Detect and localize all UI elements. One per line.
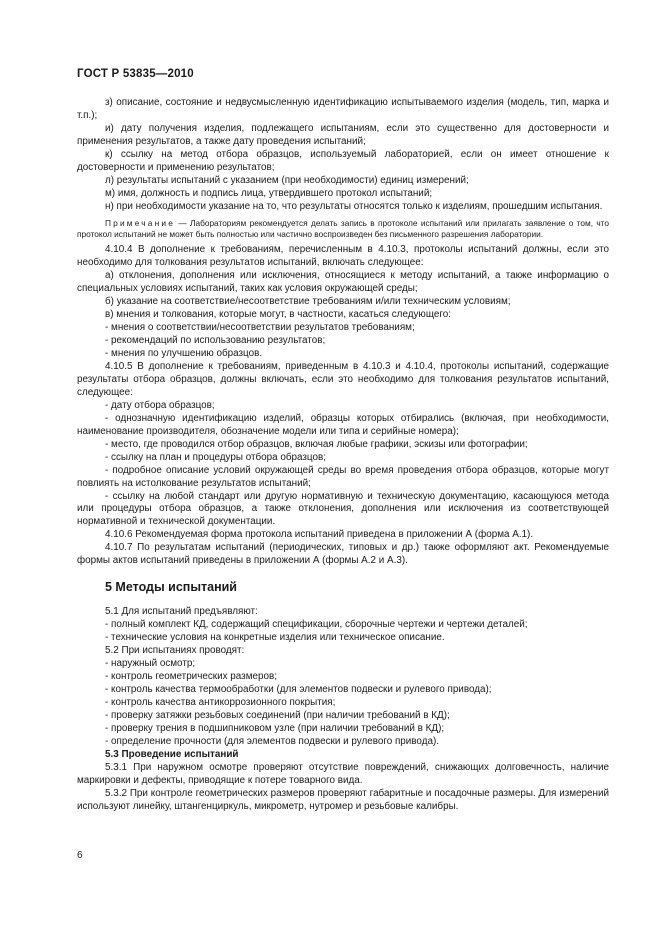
list-item: - наружный осмотр;: [105, 658, 196, 670]
list-item: - мнения по улучшению образцов.: [105, 348, 263, 360]
paragraph: 5.3.1 При наружном осмотре проверяют отсутствие повреждений, снижающих долговечность, наличие маркировки и дефекты, приводящие к потере товарного вида.: [77, 761, 609, 786]
list-item: - проверку трения в подшипниковом узле (при наличии требований в КД);: [105, 722, 445, 734]
list-item: б) указание на соответствие/несоответствие требованиям и/или техническим условиям;: [105, 296, 511, 308]
list-item: н) при необходимости указание на то, что результаты относятся только к изделиям, прошедшим испытания.: [105, 200, 603, 212]
note-label: Примечание: [105, 217, 176, 228]
paragraph: 5.2 При испытаниях проводят:: [105, 645, 245, 657]
list-item: - контроль качества термообработки (для элементов подвески и рулевого привода);: [105, 683, 492, 695]
paragraph: 5.3.2 При контроле геометрических размеров проверяют габаритные и посадочные размеры. Для измерений используют линейку, штангенциркуль, микрометр, нутромер и резьбовые калибры.: [77, 787, 609, 812]
paragraph: 4.10.4 В дополнение к требованиям, перечисленным в 4.10.3, протоколы испытаний должны, если это необходимо для толкования результатов испытаний, включать следующее:: [77, 244, 609, 269]
list-items-c: [77, 606, 609, 748]
list-item: - мнения о соответствии/несоответствии результатов требованиям;: [105, 322, 415, 334]
list-item: а) отклонения, дополнения или исключения, относящиеся к методу испытаний, а также информацию о специальных условиях испытаний, таких как условия окружающей среды;: [77, 270, 609, 295]
paragraph: 4.10.6 Рекомендуемая форма протокола испытаний приведена в приложении А (форма А.1).: [105, 529, 534, 541]
list-item: з) описание, состояние и недвусмысленную идентификацию испытываемого изделия (модель, тип, марка и т.п.);: [77, 97, 609, 121]
paragraph: 5.1 Для испытаний предъявляют:: [105, 606, 258, 618]
list-item: м) имя, должность и подпись лица, утвердившего протокол испытаний;: [105, 187, 433, 199]
paragraph: 4.10.7 По результатам испытаний (периодических, типовых и др.) также оформляют акт. Рекомендуемые формы актов испытаний приведены в приложении А (формы А.2 и А.3).: [77, 542, 609, 567]
list-item: к) ссылку на метод отбора образцов, используемый лабораторией, если он имеет отношение к достоверности и применению результатов;: [77, 148, 609, 173]
list-item: - однозначную идентификацию изделий, образцы которых отбирались (включая, при необходимости, наименование производителя, обозначение модели или типа и серийные номера);: [77, 412, 609, 437]
page-content: [77, 97, 609, 813]
list-items-b: [77, 244, 609, 568]
list-item: - контроль геометрических размеров;: [105, 670, 277, 682]
section-5-heading: 5 Методы испытаний: [105, 580, 237, 595]
list-item: - определение прочности (для элементов подвески и рулевого привода).: [105, 735, 439, 747]
list-item: - подробное описание условий окружающей среды во время проведения отбора образцов, которые могут повлиять на истолкование результатов испытаний;: [77, 464, 609, 489]
list-item: - технические условия на конкретные изделия или техническое описание.: [105, 632, 445, 644]
list-item: - место, где проводился отбор образцов, включая любые графики, эскизы или фотографии;: [105, 438, 528, 450]
document-header: ГОСТ Р 53835—2010: [77, 68, 194, 80]
list-item: - проверку затяжки резьбовых соединений (при наличии требований в КД);: [105, 709, 450, 721]
note: [77, 218, 609, 241]
list-item: - контроль качества антикоррозионного покрытия;: [105, 696, 336, 708]
page-number: 6: [77, 850, 83, 861]
note-text: — Лабораториям рекомендуется делать запись в протоколе испытаний или прилагать заявление о том, что протокол испытаний не может быть полностью или частично воспроизведен без письменного разрешения лаборатории.: [77, 217, 609, 239]
list-item: - ссылку на план и процедуры отбора образцов;: [105, 451, 326, 463]
list-item: - полный комплект КД, содержащий спецификации, сборочные чертежи и чертежи деталей;: [105, 619, 528, 631]
list-item: - рекомендаций по использованию результатов;: [105, 335, 326, 347]
paragraph: 4.10.5 В дополнение к требованиям, приведенным в 4.10.3 и 4.10.4, протоколы испытаний, содержащие результаты отбора образцов, должны включать, если это необходимо для толкования результатов испытаний, следующее:: [77, 360, 609, 398]
list-item: - дату отбора образцов;: [105, 399, 215, 411]
list-item: в) мнения и толкования, которые могут, в частности, касаться следующего:: [105, 309, 451, 321]
list-item: и) дату получения изделия, подлежащего испытаниям, если это существенно для достоверности и применения результатов, а также дату проведения испытаний;: [77, 122, 609, 147]
list-items-a: [77, 97, 609, 214]
list-item: л) результаты испытаний с указанием (при необходимости) единиц измерений;: [105, 174, 469, 186]
subsection-5-3-heading: 5.3 Проведение испытаний: [105, 748, 239, 760]
list-item: - ссылку на любой стандарт или другую нормативную и техническую документацию, касающуюся метода или процедуры отбора образцов, а также отклонения, дополнения или исключения из соответствующей нормативной и технической документации.: [77, 490, 609, 528]
list-items-d: [77, 762, 609, 814]
